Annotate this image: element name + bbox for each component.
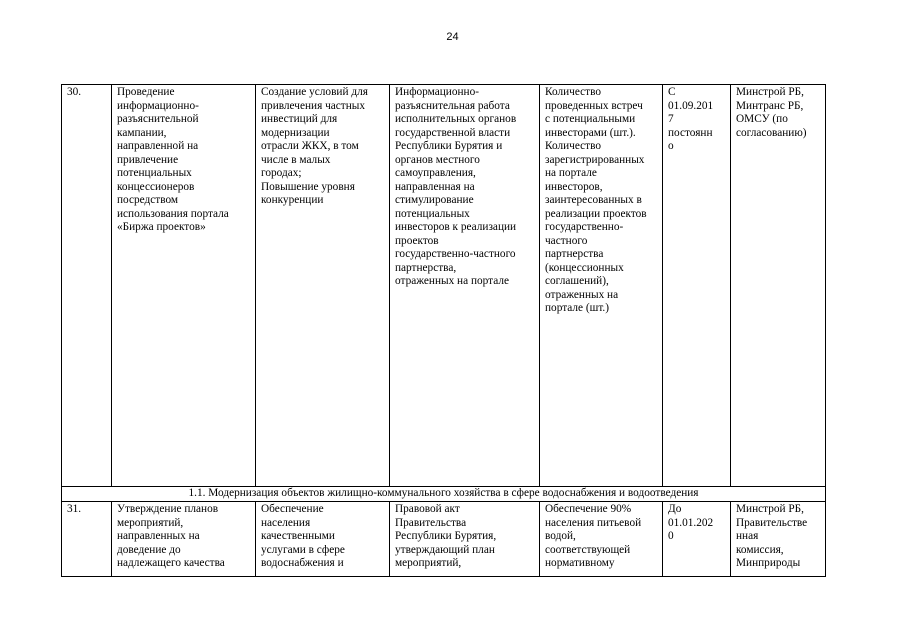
- indicator-cell: Обеспечение 90% населения питьевой водой, соответствующей нормативному: [540, 502, 663, 577]
- goal-cell: Обеспечение населения качественными услугами в сфере водоснабжения и: [256, 502, 390, 577]
- responsible-cell: Минстрой РБ, Минтранс РБ, ОМСУ (по согласованию): [731, 85, 826, 487]
- row-number-cell: 30.: [62, 85, 112, 487]
- measure-name-cell: Утверждение планов мероприятий, направленных на доведение до надлежащего качества: [112, 502, 256, 577]
- indicator-cell: Количество проведенных встреч с потенциальными инвесторами (шт.). Количество зарегистрированных на портале инвесторов, заинтересованных в реализации проектов государственно- частного партнерства (концессионных соглашений), отраженных на портале (шт.): [540, 85, 663, 487]
- table-row: [62, 502, 826, 577]
- term-cell: С 01.09.201 7 постоянн о: [663, 85, 731, 487]
- measure-name-cell: Проведение информационно- разъяснительной кампании, направленной на привлечение потенциальных концессионеров посредством использования портала «Биржа проектов»: [112, 85, 256, 487]
- description-cell: Правовой акт Правительства Республики Бурятия, утверждающий план мероприятий,: [390, 502, 540, 577]
- measures-table: [61, 84, 826, 577]
- responsible-cell: Минстрой РБ, Правительстве нная комиссия, Минприроды: [731, 502, 826, 577]
- section-title: 1.1. Модернизация объектов жилищно-коммунального хозяйства в сфере водоснабжения и водоотведения: [62, 487, 826, 502]
- goal-cell: Создание условий для привлечения частных инвестиций для модернизации отрасли ЖКХ, в том числе в малых городах; Повышение уровня конкуренции: [256, 85, 390, 487]
- table-row: [62, 85, 826, 487]
- description-cell: Информационно- разъяснительная работа исполнительных органов государственной власти Республики Бурятия и органов местного самоуправления, направленная на стимулирование потенциальных инвесторов к реализации проектов государственно-частного партнерства, отраженных на портале: [390, 85, 540, 487]
- page-number: 24: [446, 31, 459, 43]
- row-number-cell: 31.: [62, 502, 112, 577]
- term-cell: До 01.01.202 0: [663, 502, 731, 577]
- section-header-row: [62, 487, 826, 502]
